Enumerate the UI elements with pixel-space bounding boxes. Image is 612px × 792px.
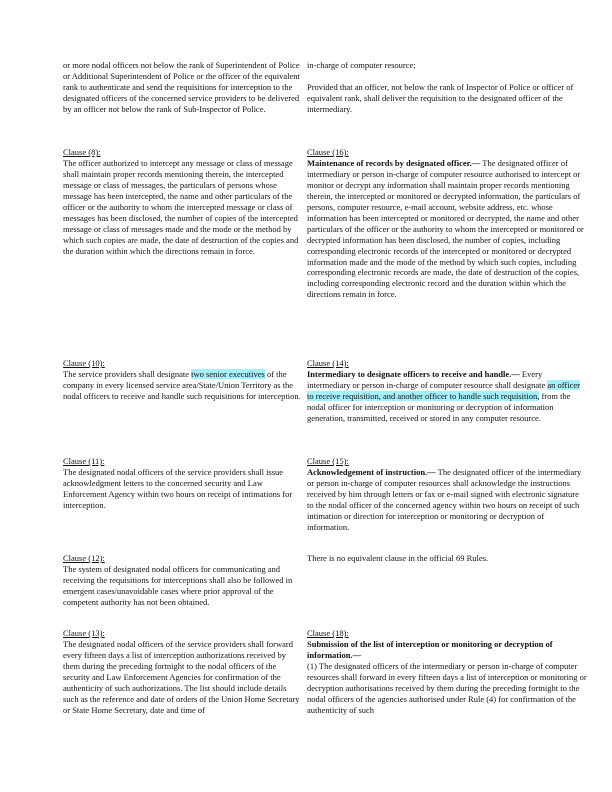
- clause-row-acknowledgement: [63, 456, 585, 533]
- right-column-cell: [307, 628, 587, 716]
- clause-body: of the company in every licensed service area/State/Union Territory as the nodal officers to receive and handle such requisitions for interception.: [63, 368, 301, 401]
- left-column-cell: [63, 553, 301, 608]
- clause-row-emergent-cases: [63, 553, 585, 608]
- highlighted-text: two senior executives: [191, 368, 265, 379]
- clause-heading: Clause (16):: [307, 147, 349, 157]
- left-column-cell: [63, 358, 301, 424]
- clause-heading: Clause (14):: [307, 358, 349, 368]
- right-column-cell: [307, 456, 587, 533]
- left-column-cell: [63, 628, 301, 716]
- clause-heading: Clause (10):: [63, 358, 105, 368]
- right-paragraph: in-charge of computer resource;: [307, 60, 416, 70]
- clause-row-list-submission: [63, 628, 585, 716]
- clause-body: Every intermediary or person in-charge of computer resource shall designate: [307, 368, 548, 390]
- clause-title: Acknowledgement of instruction.—: [307, 466, 436, 477]
- clause-text: There is no equivalent clause in the official 69 Rules.: [307, 553, 489, 563]
- left-column-cell: [63, 456, 301, 533]
- clause-text: [63, 369, 301, 402]
- clause-heading: Clause (8):: [63, 147, 101, 157]
- clause-title: Intermediary to designate officers to receive and handle.—: [307, 368, 520, 379]
- clause-text: The system of designated nodal officers for communicating and receiving the requisitions for interceptions shall also be followed in emergent cases/unavoidable cases where prior approval of the competent authority has not been obtained.: [63, 563, 293, 607]
- clause-text: The officer authorized to intercept any message or class of message shall maintain proper records mentioning therein, the intercepted message or class of messages, the particulars of persons whose message has been intercepted, the name and other particulars of the officer or the authority to whom the intercepted message or class of messages has been disclosed, the number of copies of the intercepted message or class of messages made and the mode or the method by which such copies are made, the date of destruction of the copies and the duration within which the directions remain in force.: [63, 157, 299, 256]
- right-paragraph: Provided that an officer, not below the rank of Inspector of Police or officer of equivalent rank, shall deliver the requisition to the designated officer of the intermediary.: [307, 81, 574, 114]
- clause-text: [307, 467, 587, 533]
- right-column-cell: [307, 553, 587, 608]
- clause-body: from the nodal officer for interception or monitoring or decryption of information generation, transmitted, received or stored in any computer resource.: [307, 390, 571, 423]
- clause-heading: Clause (15):: [307, 456, 349, 466]
- right-column-cell: [307, 60, 587, 115]
- clause-text: The designated nodal officers of the service providers shall issue acknowledgment letters to the concerned security and Law Enforcement Agency within two hours on receipt of intimations for interception.: [63, 466, 293, 510]
- clause-heading: Clause (13):: [63, 628, 105, 638]
- clause-text: The designated nodal officers of the service providers shall forward every fifteen days a list of interception authorizations received by them during the preceding fortnight to the nodal officers of the security and Law Enforcement Agencies for confirmation of the authenticity of such authorizations. The list should include details such as the reference and date of orders of the Union Home Secretary or State Home Secretary, date and time of: [63, 638, 300, 715]
- clause-row-continuation: [63, 60, 585, 115]
- clause-heading: Clause (11):: [63, 456, 105, 466]
- right-column-cell: [307, 358, 587, 424]
- clause-title: Submission of the list of interception or monitoring or decryption of information.—: [307, 638, 553, 660]
- clause-row-records: [63, 147, 585, 300]
- clause-heading: Clause (12):: [63, 553, 105, 563]
- clause-body: (1) The designated officers of the intermediary or person in-charge of computer resources shall forward in every fifteen days a list of interception or monitoring or decryption authorisations received by them during the preceding fortnight to the nodal officers of the agencies authorised under Rule (4) for confirmation of the authenticity of such: [307, 660, 587, 715]
- clause-body: The designated officer of intermediary or person in-charge of computer resource authorised to intercept or monitor or decrypt any information shall maintain proper records mentioning therein, the intercepted or monitored or decrypted information, the particulars of persons, computer resource, e-mail account, website address, etc. whose information has been intercepted or monitored or decrypted, the name and other particulars of the officer or the authority to whom the intercepted or monitored or decrypted information has been disclosed, the number of copies, including corresponding electronic records of the intercepted or monitored or decrypted information made and the mode of the method by which such copies, including corresponding electronic records are made, the date of destruction of the copies, including corresponding electronic record and the duration within which the directions remain in force.: [307, 157, 584, 300]
- clause-title: Maintenance of records by designated officer.—: [307, 157, 481, 168]
- left-column-cell: [63, 60, 301, 115]
- highlighted-text: an officer to receive requisition, and another officer to handle such requisition,: [307, 379, 581, 401]
- clause-text: [307, 158, 587, 300]
- left-column-cell: [63, 147, 301, 300]
- right-column-cell: [307, 147, 587, 300]
- clause-body: The designated officer of the intermediary or person in-charge of computer resources shall acknowledge the instructions received by him through letters or fax or e-mail signed with electronic signature to the nodal officer of the concerned agency within two hours on receipt of such intimation or direction for interception or monitoring or decryption of information.: [307, 466, 582, 532]
- clause-text: [307, 369, 587, 424]
- clause-heading: Clause (18):: [307, 628, 349, 638]
- left-paragraph: or more nodal officers not below the rank of Superintendent of Police or Additional Superintendent of Police or the officer of the equivalent rank to authenticate and send the requisitions for interception to the designated officers of the concerned service providers to be delivered by an officer not below the rank of Sub-Inspector of Police.: [63, 60, 300, 114]
- clause-body: The service providers shall designate: [63, 368, 192, 379]
- clause-row-designate-officers: [63, 358, 585, 424]
